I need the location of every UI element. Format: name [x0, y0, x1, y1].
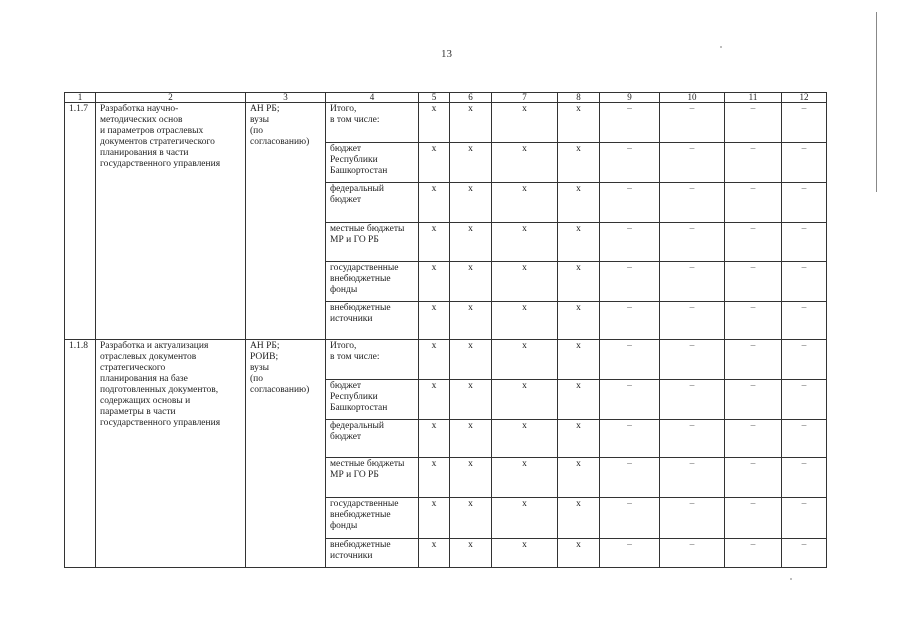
cell-dash: –	[600, 539, 660, 568]
funding-source: местные бюджеты МР и ГО РБ	[326, 223, 419, 262]
scan-speck	[790, 578, 792, 580]
cell-mark: х	[492, 262, 558, 302]
funding-source: бюджет Республики Башкортостан	[326, 380, 419, 420]
funding-source: федеральный бюджет	[326, 420, 419, 458]
cell-mark: х	[419, 302, 450, 340]
cell-dash: –	[660, 340, 725, 380]
cell-mark: х	[492, 340, 558, 380]
cell-mark: х	[450, 262, 492, 302]
cell-dash: –	[660, 380, 725, 420]
cell-dash: –	[660, 420, 725, 458]
cell-dash: –	[725, 539, 782, 568]
table-row	[65, 340, 827, 380]
cell-mark: х	[419, 340, 450, 380]
item-number: 1.1.8	[65, 340, 96, 568]
column-number: 4	[326, 93, 419, 103]
cell-mark: х	[492, 302, 558, 340]
cell-dash: –	[660, 143, 725, 183]
cell-mark: х	[558, 302, 600, 340]
cell-dash: –	[600, 223, 660, 262]
cell-mark: х	[558, 262, 600, 302]
cell-mark: х	[419, 223, 450, 262]
cell-dash: –	[660, 302, 725, 340]
cell-mark: х	[450, 340, 492, 380]
cell-mark: х	[419, 458, 450, 498]
funding-source: Итого, в том числе:	[326, 340, 419, 380]
item-name: Разработка и актуализация отраслевых документов стратегического планирования на базе подготовленных документов, содержащих основы и параметры в части государственного управления	[96, 340, 246, 568]
cell-dash: –	[725, 143, 782, 183]
cell-mark: х	[450, 143, 492, 183]
column-number: 1	[65, 93, 96, 103]
funding-source: бюджет Республики Башкортостан	[326, 143, 419, 183]
funding-source: внебюджетные источники	[326, 302, 419, 340]
cell-mark: х	[450, 498, 492, 539]
cell-mark: х	[419, 183, 450, 223]
funding-source: Итого, в том числе:	[326, 103, 419, 143]
cell-dash: –	[782, 539, 827, 568]
cell-mark: х	[450, 380, 492, 420]
cell-dash: –	[660, 539, 725, 568]
cell-mark: х	[450, 183, 492, 223]
cell-mark: х	[492, 380, 558, 420]
scan-speck	[720, 46, 722, 48]
cell-dash: –	[660, 183, 725, 223]
cell-dash: –	[782, 183, 827, 223]
cell-mark: х	[450, 420, 492, 458]
cell-dash: –	[600, 183, 660, 223]
cell-dash: –	[600, 262, 660, 302]
cell-dash: –	[600, 302, 660, 340]
cell-mark: х	[450, 223, 492, 262]
cell-dash: –	[600, 103, 660, 143]
item-executor: АН РБ; вузы (по согласованию)	[246, 103, 326, 340]
cell-mark: х	[558, 458, 600, 498]
cell-dash: –	[782, 340, 827, 380]
funding-source: федеральный бюджет	[326, 183, 419, 223]
cell-mark: х	[492, 458, 558, 498]
cell-dash: –	[660, 103, 725, 143]
cell-dash: –	[725, 223, 782, 262]
cell-mark: х	[450, 302, 492, 340]
column-number: 6	[450, 93, 492, 103]
column-number: 12	[782, 93, 827, 103]
cell-mark: х	[558, 340, 600, 380]
cell-mark: х	[419, 380, 450, 420]
cell-mark: х	[419, 262, 450, 302]
cell-dash: –	[600, 498, 660, 539]
cell-mark: х	[450, 539, 492, 568]
cell-mark: х	[450, 458, 492, 498]
cell-mark: х	[558, 143, 600, 183]
cell-mark: х	[492, 103, 558, 143]
cell-mark: х	[492, 183, 558, 223]
cell-dash: –	[725, 340, 782, 380]
column-number: 5	[419, 93, 450, 103]
item-executor: АН РБ; РОИВ; вузы (по согласованию)	[246, 340, 326, 568]
item-number: 1.1.7	[65, 103, 96, 340]
cell-mark: х	[419, 420, 450, 458]
funding-source: местные бюджеты МР и ГО РБ	[326, 458, 419, 498]
cell-mark: х	[450, 103, 492, 143]
column-number: 2	[96, 93, 246, 103]
cell-dash: –	[782, 420, 827, 458]
cell-mark: х	[419, 539, 450, 568]
cell-dash: –	[725, 380, 782, 420]
cell-dash: –	[600, 143, 660, 183]
cell-dash: –	[600, 340, 660, 380]
cell-dash: –	[782, 302, 827, 340]
cell-dash: –	[600, 420, 660, 458]
cell-dash: –	[782, 498, 827, 539]
cell-dash: –	[725, 302, 782, 340]
cell-dash: –	[782, 262, 827, 302]
margin-line	[876, 12, 877, 192]
cell-mark: х	[419, 103, 450, 143]
cell-dash: –	[600, 380, 660, 420]
cell-dash: –	[660, 223, 725, 262]
funding-source: государственные внебюджетные фонды	[326, 498, 419, 539]
cell-dash: –	[660, 262, 725, 302]
cell-mark: х	[492, 498, 558, 539]
cell-mark: х	[558, 223, 600, 262]
column-number: 9	[600, 93, 660, 103]
cell-dash: –	[782, 143, 827, 183]
cell-dash: –	[660, 458, 725, 498]
program-table	[64, 92, 827, 568]
cell-mark: х	[492, 420, 558, 458]
cell-mark: х	[492, 223, 558, 262]
cell-mark: х	[419, 498, 450, 539]
cell-mark: х	[558, 183, 600, 223]
cell-dash: –	[782, 103, 827, 143]
table-row	[65, 103, 827, 143]
cell-mark: х	[558, 498, 600, 539]
cell-dash: –	[725, 498, 782, 539]
cell-dash: –	[725, 420, 782, 458]
cell-dash: –	[600, 458, 660, 498]
cell-dash: –	[782, 458, 827, 498]
cell-dash: –	[725, 262, 782, 302]
cell-mark: х	[492, 539, 558, 568]
column-number: 11	[725, 93, 782, 103]
cell-mark: х	[558, 103, 600, 143]
cell-dash: –	[725, 458, 782, 498]
item-name: Разработка научно- методических основ и параметров отраслевых документов стратегического планирования в части государственного управления	[96, 103, 246, 340]
column-number: 7	[492, 93, 558, 103]
cell-dash: –	[725, 183, 782, 223]
cell-mark: х	[558, 380, 600, 420]
cell-dash: –	[782, 380, 827, 420]
funding-source: внебюджетные источники	[326, 539, 419, 568]
cell-mark: х	[558, 539, 600, 568]
column-number: 8	[558, 93, 600, 103]
column-number: 10	[660, 93, 725, 103]
cell-dash: –	[725, 103, 782, 143]
cell-mark: х	[419, 143, 450, 183]
cell-dash: –	[782, 223, 827, 262]
page-number: 13	[441, 48, 452, 60]
column-number: 3	[246, 93, 326, 103]
cell-dash: –	[660, 498, 725, 539]
funding-source: государственные внебюджетные фонды	[326, 262, 419, 302]
cell-mark: х	[558, 420, 600, 458]
column-number-row	[65, 93, 827, 103]
cell-mark: х	[492, 143, 558, 183]
